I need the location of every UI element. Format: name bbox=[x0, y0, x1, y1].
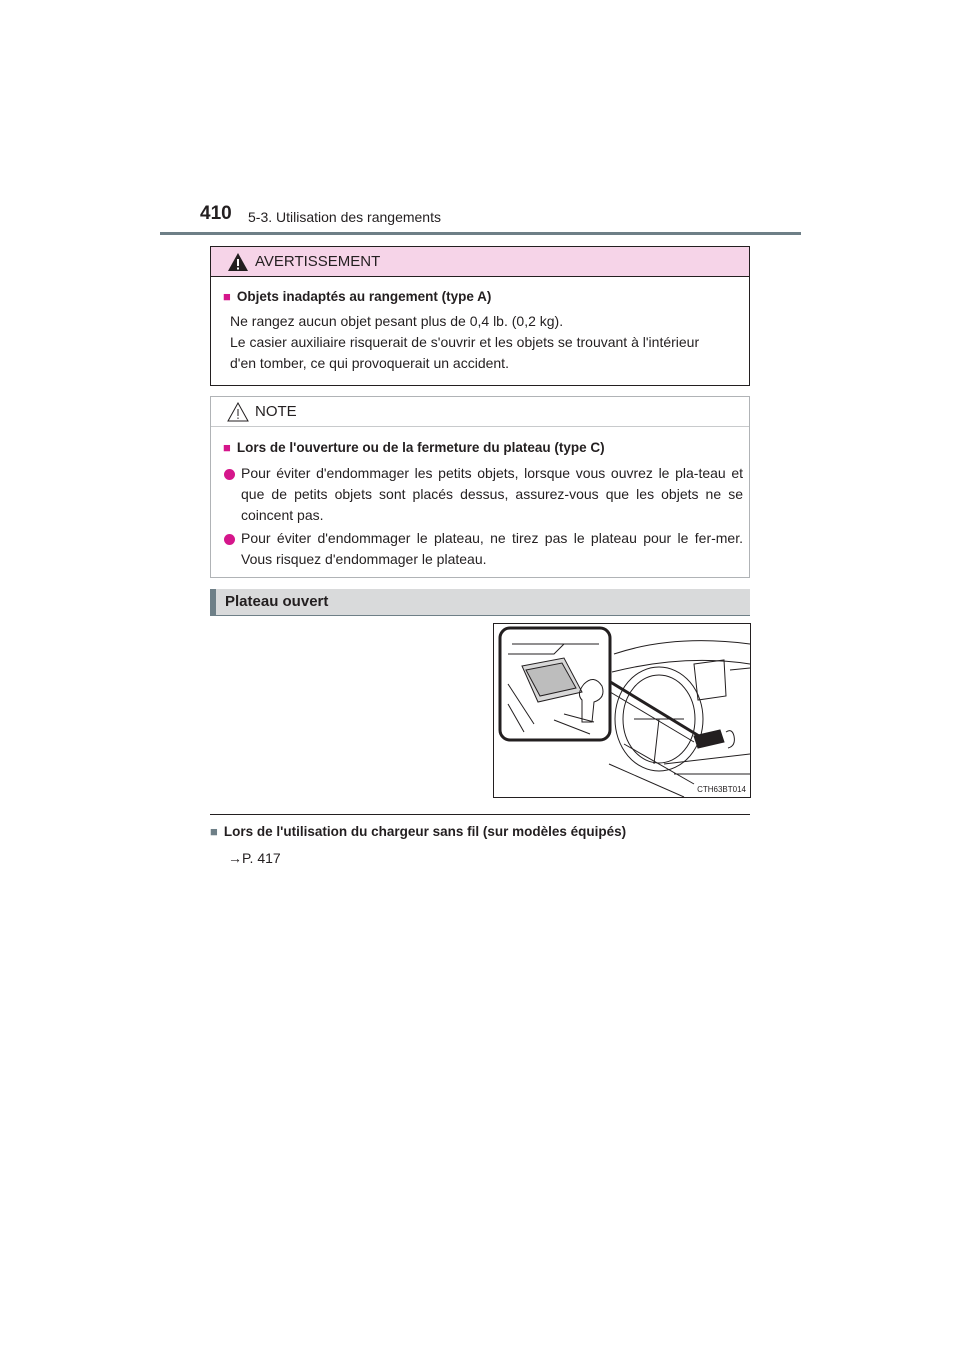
topic-bar bbox=[210, 589, 750, 616]
warning-line-3: d'en tomber, ce qui provoquerait un accident. bbox=[230, 355, 509, 371]
note-bullet-2: Pour éviter d'endommager le plateau, ne tirez pas le plateau pour le fer-mer. Vous risquez d'endommager le plateau. bbox=[241, 530, 743, 567]
warning-triangle-icon bbox=[227, 252, 249, 272]
topic-accent bbox=[210, 589, 216, 615]
warning-header bbox=[211, 247, 749, 277]
page-number: 410 bbox=[200, 203, 232, 224]
note-title: NOTE bbox=[255, 403, 297, 420]
topic-title: Plateau ouvert bbox=[225, 593, 329, 610]
bottom-heading: ■ Lors de l'utilisation du chargeur sans fil (sur modèles équipés) bbox=[210, 824, 627, 839]
square-bullet-icon: ■ bbox=[223, 289, 231, 304]
square-bullet-icon: ■ bbox=[223, 440, 231, 455]
figure-illustration bbox=[493, 623, 751, 798]
warning-title: AVERTISSEMENT bbox=[255, 253, 381, 270]
bullet-dot-icon bbox=[224, 534, 235, 545]
note-header bbox=[211, 397, 749, 427]
figure-caption: CTH63BT014 bbox=[697, 785, 746, 794]
warning-line-1: Ne rangez aucun objet pesant plus de 0,4 lb. (0,2 kg). bbox=[230, 313, 564, 329]
section-title: 5-3. Utilisation des rangements bbox=[248, 209, 441, 225]
note-box bbox=[210, 396, 750, 578]
square-bullet-icon: ■ bbox=[210, 824, 218, 839]
page-reference-link[interactable]: →P. 417 bbox=[228, 850, 281, 866]
section-divider bbox=[210, 814, 750, 815]
note-heading: ■ Lors de l'ouverture ou de la fermeture du plateau (type C) bbox=[223, 440, 605, 455]
bullet-dot-icon bbox=[224, 469, 235, 480]
warning-box bbox=[210, 246, 750, 386]
warning-line-2: Le casier auxiliaire risquerait de s'ouvrir et les objets se trouvant à l'intérieur bbox=[230, 334, 700, 350]
note-bullet-1: Pour éviter d'endommager les petits objets, lorsque vous ouvrez le pla-teau et que de petits objets sont placés dessus, assurez-vous que les objets ne se coincent pas. bbox=[241, 465, 743, 523]
caution-triangle-icon bbox=[227, 402, 249, 422]
console-tray-illustration bbox=[494, 624, 750, 797]
warning-heading: ■ Objets inadaptés au rangement (type A) bbox=[223, 289, 492, 304]
header-rule bbox=[160, 232, 801, 235]
